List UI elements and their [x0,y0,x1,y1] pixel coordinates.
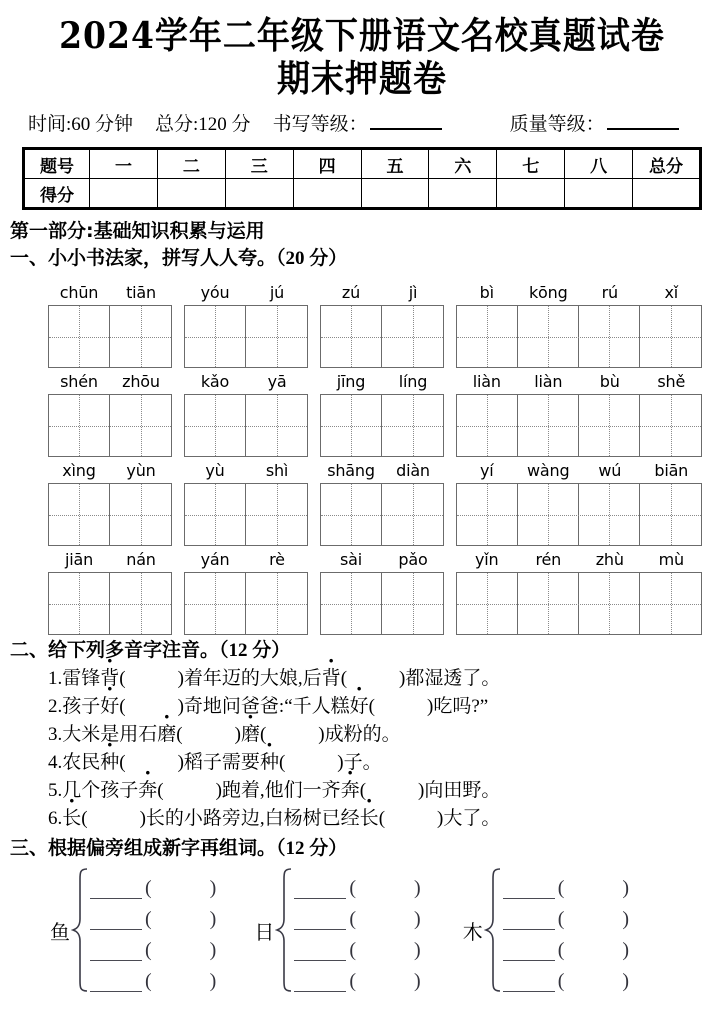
tianzige-cell[interactable] [382,573,443,634]
row-label-score: 得分 [24,179,90,209]
pinyin-label-row [184,372,308,394]
pinyin-syllable: yóu [200,283,230,302]
question-col-1: 一 [90,149,158,179]
pinyin-syllable: yù [205,461,225,480]
tianzige-cell[interactable] [110,484,171,545]
sentence-text: 几个孩子 [62,780,139,801]
tianzige-cell[interactable] [185,573,246,634]
new-character-blank[interactable] [503,876,555,899]
sentence-text: ( [259,724,267,745]
tianzige-cell[interactable] [49,484,110,545]
pinyin-syllable: jīng [336,372,366,391]
question-col-3: 三 [225,149,293,179]
word-group [184,461,308,546]
tianzige-cell[interactable] [518,573,579,634]
new-character-blank[interactable] [294,907,346,930]
section-1-points: （20 分） [276,248,348,269]
radical-label: 木 [462,921,483,944]
page-title [0,0,724,100]
radical-word-formation-area [0,867,724,993]
pinyin-label-row [184,283,308,305]
new-character-blank[interactable] [90,969,142,992]
radical-answer-row [294,868,420,899]
pinyin-syllable: rè [269,550,285,569]
pinyin-syllable: rú [601,283,618,302]
emphasized-character: 奔 [138,780,158,801]
tianzige-cell[interactable] [185,484,246,545]
sentence-text: )子。 [337,752,382,773]
tianzige-grid[interactable] [456,572,702,635]
word-blank-parentheses[interactable]: ( ) [557,908,630,930]
tianzige-cell[interactable] [246,306,307,367]
word-group [456,550,702,635]
tianzige-cell[interactable] [49,573,110,634]
section-2-title: 二、给下列多音字注音。 [10,639,220,661]
pinyin-syllable: yǐn [475,550,499,569]
question-col-6: 六 [429,149,497,179]
new-character-blank[interactable] [90,876,142,899]
sentence-text: ( [378,808,386,829]
score-cell-4[interactable] [293,179,361,209]
tianzige-cell[interactable] [185,395,246,456]
tianzige-cell[interactable] [640,484,701,545]
pinyin-label-row [320,283,444,305]
score-cell-2[interactable] [157,179,225,209]
tianzige-cell[interactable] [518,306,579,367]
pinyin-label-row [320,372,444,394]
tianzige-grid[interactable] [184,483,308,546]
word-group [320,283,444,368]
word-blank-parentheses[interactable]: ( ) [557,939,630,961]
pinyin-syllable: shì [265,461,289,480]
emphasized-character: 长 [62,808,82,829]
table-row-scores [24,179,701,209]
sentence-text: ( [340,668,348,689]
table-row-question-numbers [24,149,701,179]
pinyin-syllable: zhōu [122,372,160,391]
pinyin-syllable: yí [479,461,494,480]
radical-group [50,867,216,993]
radical-answer-rows [503,868,629,992]
word-group [320,550,444,635]
emphasized-character: 磨 [157,724,177,745]
section-1-title: 一、小小书法家，拼写人人夸。 [10,247,277,269]
sentence-text: ( [176,724,183,745]
tianzige-cell[interactable] [579,484,640,545]
pinyin-syllable: shě [657,372,686,391]
emphasized-character: 种 [100,752,120,773]
pinyin-syllable: xǐ [664,283,678,302]
pinyin-label-row [48,372,172,394]
radical-answer-row [90,868,216,899]
tianzige-cell[interactable] [382,395,443,456]
sentence-text: 大米是用石 [62,724,158,745]
curly-brace-icon [275,867,293,993]
tianzige-cell[interactable] [49,306,110,367]
pinyin-syllable: yùn [126,461,156,480]
pinyin-syllable: mù [658,550,684,569]
sentence-text: ( [81,808,88,829]
polyphone-item [0,693,724,721]
pinyin-syllable: jiān [64,550,94,569]
polyphone-item [0,777,724,805]
radical-answer-row [294,899,420,930]
section-2-points: （12 分） [219,640,291,661]
word-blank-parentheses[interactable]: ( ) [145,939,217,961]
pinyin-label-row [456,461,702,483]
question-col-4: 四 [293,149,361,179]
pinyin-syllable: yán [200,550,230,569]
tianzige-grid[interactable] [184,394,308,457]
emphasized-character: 背 [100,668,120,689]
pinyin-label-row [456,372,702,394]
sentence-text: )跑着,他们一齐 [215,780,341,801]
section-3-title: 三、根据偏旁组成新字再组词。 [10,837,277,859]
sentence-text: ( [157,780,164,801]
pinyin-syllable: nán [126,550,156,569]
tianzige-cell[interactable] [49,395,110,456]
sentence-text: )大了。 [437,808,501,829]
new-character-blank[interactable] [90,907,142,930]
new-character-blank[interactable] [90,938,142,961]
pinyin-row [0,546,724,635]
new-character-blank[interactable] [503,907,555,930]
word-group [48,550,172,635]
pinyin-syllable: liàn [472,372,501,391]
curly-brace-icon [71,867,89,993]
polyphone-item [0,805,724,833]
word-blank-parentheses[interactable]: ( ) [349,939,421,961]
word-blank-parentheses[interactable]: ( ) [557,877,630,899]
tianzige-cell[interactable] [579,395,640,456]
pinyin-syllable: sài [340,550,362,569]
sentence-text: )长的小路旁边,白杨树已经 [139,808,360,829]
pinyin-syllable: shén [60,372,98,391]
score-cell-6[interactable] [429,179,497,209]
quality-grade-label: 质量等级： [509,114,605,135]
pinyin-syllable: diàn [396,461,430,480]
exam-time: 时间:60 分钟 [28,114,134,135]
sentence-text: 孩子 [62,696,101,717]
radical-answer-row [90,899,216,930]
sentence-text: )吃吗?” [427,696,489,717]
word-group [184,550,308,635]
sentence-text: )都湿透了。 [399,668,501,689]
sentence-text: 雷锋 [62,668,101,689]
pinyin-syllable: pǎo [398,550,428,569]
pinyin-syllable: wú [598,461,622,480]
tianzige-grid[interactable] [320,394,444,457]
radical-group-spacer [216,867,254,993]
emphasized-character: 长 [359,808,379,829]
sentence-text: 农民 [62,752,101,773]
item-number: 2. [48,696,63,717]
item-number: 1. [48,668,63,689]
new-character-blank[interactable] [503,938,555,961]
quality-grade-blank[interactable] [607,111,679,130]
tianzige-grid[interactable] [320,572,444,635]
score-cell-8[interactable] [565,179,633,209]
pinyin-syllable: wàng [527,461,570,480]
radical-answer-row [503,961,629,992]
item-number: 4. [48,752,63,773]
radical-answer-row [294,930,420,961]
section-heading-1 [10,246,724,271]
pinyin-label-row [320,461,444,483]
tianzige-grid[interactable] [48,305,172,368]
radical-group [254,867,420,993]
pinyin-syllable: liàn [534,372,563,391]
tianzige-cell[interactable] [110,306,171,367]
sentence-text: ( [119,668,126,689]
tianzige-cell[interactable] [640,306,701,367]
tianzige-grid[interactable] [184,305,308,368]
sentence-text: ( [359,780,367,801]
tianzige-grid[interactable] [48,483,172,546]
word-blank-parentheses[interactable]: ( ) [349,970,421,992]
tianzige-cell[interactable] [640,573,701,634]
radical-answer-row [503,868,629,899]
pinyin-syllable: jú [269,283,285,302]
radical-answer-row [503,930,629,961]
pinyin-syllable: kǎo [200,372,230,391]
word-group [456,461,702,546]
pinyin-syllable: bì [479,283,494,302]
section-3-points: （12 分） [276,838,348,859]
pinyin-syllable: zhù [595,550,624,569]
tianzige-cell[interactable] [518,484,579,545]
tianzige-cell[interactable] [321,395,382,456]
radical-group [463,867,629,993]
tianzige-grid[interactable] [456,305,702,368]
pinyin-syllable: xìng [62,461,96,480]
radical-label: 鱼 [50,921,70,944]
tianzige-cell[interactable] [518,395,579,456]
tianzige-cell[interactable] [382,306,443,367]
word-blank-parentheses[interactable]: ( ) [145,908,217,930]
pinyin-label-row [456,283,702,305]
sentence-text: ( [119,696,126,717]
tianzige-cell[interactable] [321,306,382,367]
pinyin-syllable: rén [535,550,562,569]
word-group [456,372,702,457]
pinyin-syllable: líng [398,372,428,391]
item-number: 5. [48,780,63,801]
row-label-question: 题号 [24,149,90,179]
pinyin-syllable: chūn [59,283,99,302]
new-character-blank[interactable] [294,969,346,992]
score-table-wrapper [22,147,702,210]
radical-answer-rows [90,868,216,992]
radical-answer-row [90,930,216,961]
tianzige-cell[interactable] [246,573,307,634]
word-blank-parentheses[interactable]: ( ) [145,970,217,992]
tianzige-cell[interactable] [457,395,518,456]
tianzige-grid[interactable] [184,572,308,635]
curly-brace-icon [484,867,502,993]
sentence-text: ( [368,696,375,717]
tianzige-cell[interactable] [321,484,382,545]
pinyin-syllable: jì [408,283,418,302]
writing-grade-field[interactable] [273,111,442,137]
sentence-text: ( [119,752,126,773]
tianzige-cell[interactable] [185,306,246,367]
word-group [320,461,444,546]
emphasized-character: 好 [100,696,120,717]
tianzige-grid[interactable] [48,394,172,457]
score-cell-total[interactable] [633,179,701,209]
pinyin-row [0,368,724,457]
part-heading: 第一部分:基础知识积累与运用 [10,220,265,242]
emphasized-character: 好 [349,696,369,717]
section-heading-2 [10,638,724,663]
word-group [320,372,444,457]
score-cell-7[interactable] [497,179,565,209]
pinyin-syllable: zú [341,283,361,302]
question-col-7: 七 [497,149,565,179]
new-character-blank[interactable] [294,938,346,961]
sentence-text: )稻子需要 [177,752,260,773]
tianzige-grid[interactable] [456,394,702,457]
pinyin-label-row [456,550,702,572]
word-blank-parentheses[interactable]: ( ) [145,877,217,899]
section-heading-3 [10,836,724,861]
pinyin-row [0,279,724,368]
score-table [22,147,702,210]
item-number: 3. [48,724,63,745]
radical-answer-row [90,961,216,992]
pinyin-label-row [184,461,308,483]
writing-grade-label: 书写等级： [272,114,368,135]
tianzige-grid[interactable] [48,572,172,635]
word-group [48,461,172,546]
new-character-blank[interactable] [294,876,346,899]
word-group [48,372,172,457]
radical-group-spacer [421,867,463,993]
pinyin-syllable: tiān [126,283,156,302]
question-col-8: 八 [565,149,633,179]
word-blank-parentheses[interactable]: ( ) [349,908,421,930]
tianzige-cell[interactable] [321,573,382,634]
tianzige-cell[interactable] [457,306,518,367]
tianzige-cell[interactable] [382,484,443,545]
radical-answer-rows [294,868,420,992]
word-group [456,283,702,368]
tianzige-cell[interactable] [457,484,518,545]
sentence-text: ( [278,752,286,773]
sentence-text: )着年迈的大娘,后 [177,668,322,689]
sentence-text: )奇地问爸爸:“千人糕 [177,696,350,717]
pinyin-row [0,457,724,546]
word-group [184,283,308,368]
pinyin-syllable: biān [654,461,689,480]
question-col-total: 总分 [633,149,701,179]
writing-grade-blank[interactable] [370,111,442,130]
tianzige-cell[interactable] [579,306,640,367]
pinyin-label-row [320,550,444,572]
emphasized-character: 种 [259,752,279,773]
item-number: 6. [48,808,63,829]
pinyin-label-row [48,550,172,572]
pinyin-label-row [48,461,172,483]
pinyin-label-row [184,550,308,572]
tianzige-cell[interactable] [640,395,701,456]
emphasized-character: 奔 [340,780,360,801]
radical-answer-row [503,899,629,930]
score-cell-3[interactable] [225,179,293,209]
tianzige-cell[interactable] [110,573,171,634]
title-line-2: 期末押题卷 [277,57,447,100]
polyphone-item [0,749,724,777]
sentence-text: ) [234,724,241,745]
exam-meta-line [28,111,724,137]
tianzige-grid[interactable] [320,305,444,368]
exam-total-score: 总分:120 分 [155,114,251,135]
tianzige-cell[interactable] [246,484,307,545]
tianzige-grid[interactable] [320,483,444,546]
question-col-2: 二 [157,149,225,179]
word-blank-parentheses[interactable]: ( ) [557,970,630,992]
score-cell-5[interactable] [361,179,429,209]
emphasized-character: 背 [321,668,341,689]
sentence-text: )成粉的。 [318,724,401,745]
question-col-5: 五 [361,149,429,179]
radical-answer-row [294,961,420,992]
tianzige-cell[interactable] [246,395,307,456]
pinyin-syllable: kōng [528,283,568,302]
pinyin-syllable: shāng [327,461,375,480]
word-group [184,372,308,457]
quality-grade-field[interactable] [510,111,679,137]
word-group [48,283,172,368]
new-character-blank[interactable] [503,969,555,992]
radical-label: 日 [254,921,275,944]
tianzige-cell[interactable] [457,573,518,634]
pinyin-writing-area [0,279,724,635]
tianzige-cell[interactable] [579,573,640,634]
word-blank-parentheses[interactable]: ( ) [349,877,421,899]
sentence-text: )向田野。 [418,780,501,801]
tianzige-cell[interactable] [110,395,171,456]
pinyin-syllable: bù [599,372,620,391]
pinyin-syllable: yā [267,372,287,391]
pinyin-label-row [48,283,172,305]
tianzige-grid[interactable] [456,483,702,546]
score-cell-1[interactable] [90,179,158,209]
emphasized-character: 磨 [240,724,260,745]
polyphone-question-list [0,665,724,833]
title-line-1: 2024学年二年级下册语文名校真题试卷 [59,14,665,57]
